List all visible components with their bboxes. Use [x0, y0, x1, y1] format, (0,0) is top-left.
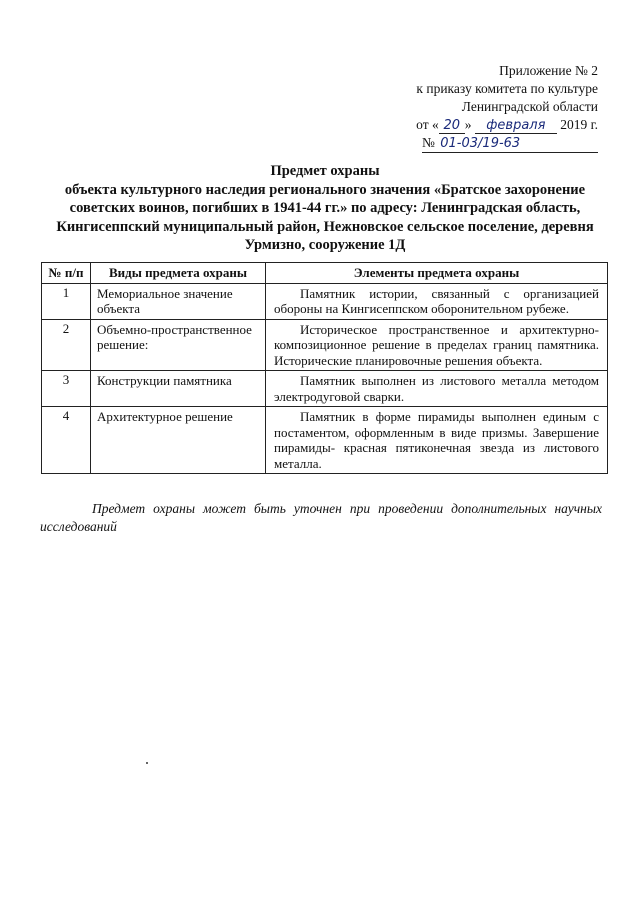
row-elements-text: Памятник истории, связанный с организацией обороны на Кингисеппском оборонительном рубеже. — [274, 285, 599, 316]
appendix-number — [416, 134, 598, 153]
protection-table — [41, 262, 608, 474]
date-year: 2019 г. — [560, 117, 598, 132]
table-row — [42, 319, 608, 371]
row-num: 3 — [42, 371, 91, 407]
date-close-quote: » — [464, 117, 472, 132]
row-num: 1 — [42, 283, 91, 319]
date-open-quote: « — [431, 117, 439, 132]
row-num: 2 — [42, 319, 91, 371]
row-kind: Архитектурное решение — [91, 407, 266, 474]
number-prefix: № — [422, 135, 435, 150]
date-prefix: от — [416, 117, 429, 132]
scan-speck — [146, 762, 148, 764]
number-handwritten: 01-03/19-63 — [440, 136, 521, 151]
header-elements: Элементы предмета охраны — [266, 263, 608, 284]
header-num: № п/п — [42, 263, 91, 284]
row-elements-text: Памятник в форме пирамиды выполнен единым с постаментом, оформленным в виде призмы. Завершение пирамиды- красная пятиконечная звезда из листового металла. — [274, 409, 599, 471]
appendix-line-2: к приказу комитета по культуре — [416, 81, 598, 96]
row-kind: Конструкции памятника — [91, 371, 266, 407]
table-row — [42, 371, 608, 407]
date-day-handwritten: 20 — [439, 119, 465, 134]
title-heading: Предмет охраны — [270, 163, 380, 179]
appendix-line-3: Ленинградской области — [461, 99, 598, 114]
row-elements — [266, 407, 608, 474]
table-row — [42, 407, 608, 474]
row-num: 4 — [42, 407, 91, 474]
row-elements — [266, 283, 608, 319]
row-elements-text: Историческое пространственное и архитектурно-композиционное решение в пределах границ памятника. Исторические планировочные решения объекта. — [274, 321, 599, 368]
row-elements — [266, 319, 608, 371]
footnote: Предмет охраны может быть уточнен при проведении дополнительных научных исследований — [40, 501, 602, 534]
title-description: объекта культурного наследия регионального значения «Братское захоронение советских воинов, погибших в 1941-44 гг.» по адресу: Ленинградская область, Кингисеппский муниципальный район, Нежновское сельское поселение, деревня Урмизно, сооружение 1Д — [56, 181, 594, 253]
appendix-date — [416, 116, 598, 134]
document-title — [40, 162, 610, 255]
table-row — [42, 283, 608, 319]
row-kind: Объемно-пространственное решение: — [91, 319, 266, 371]
number-line — [422, 134, 598, 153]
date-month-handwritten: февраля — [475, 119, 557, 134]
header-kind: Виды предмета охраны — [91, 263, 266, 284]
appendix-line-1: Приложение № 2 — [499, 63, 598, 78]
row-elements-text: Памятник выполнен из листового металла методом электродуговой сварки. — [274, 373, 599, 404]
table-header-row — [42, 263, 608, 284]
row-elements — [266, 371, 608, 407]
row-kind: Мемориальное значение объекта — [91, 283, 266, 319]
appendix-header — [416, 62, 598, 153]
